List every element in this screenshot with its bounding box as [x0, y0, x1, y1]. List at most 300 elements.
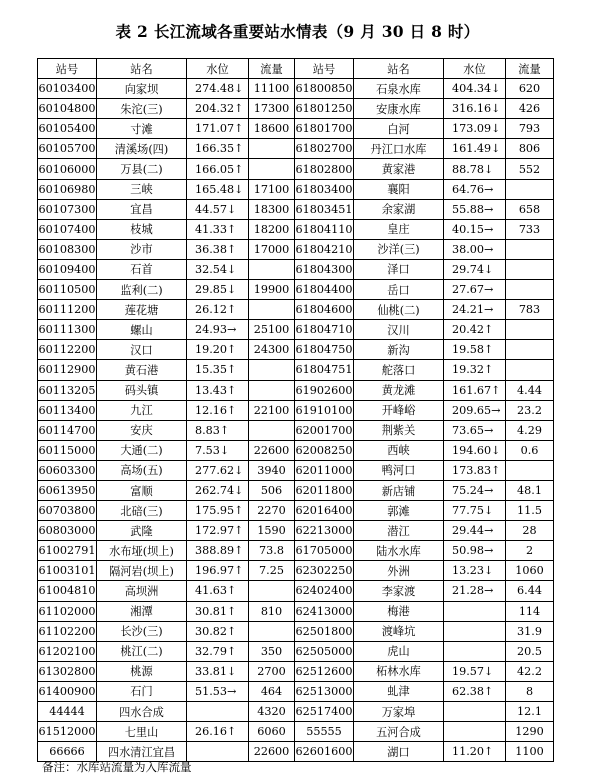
table-row	[38, 179, 554, 199]
header-row	[38, 59, 554, 79]
station-name-cell: 李家渡	[354, 581, 444, 601]
station-name-cell: 宜昌	[97, 199, 187, 219]
flow-cell: 658	[506, 199, 554, 219]
station-id-cell: 60113205	[38, 380, 97, 400]
station-name-cell: 莲花塘	[97, 300, 187, 320]
water-level-cell: 15.35↑	[187, 360, 249, 380]
station-name-cell: 沙市	[97, 239, 187, 259]
station-id-cell: 60106980	[38, 179, 97, 199]
flow-cell	[249, 621, 295, 641]
table-row	[38, 420, 554, 440]
station-name-cell: 安庆	[97, 420, 187, 440]
water-level-cell: 38.00→	[444, 239, 506, 259]
flow-cell: 1290	[506, 722, 554, 742]
flow-cell: 19900	[249, 280, 295, 300]
flow-cell: 620	[506, 79, 554, 99]
station-name-cell: 梅港	[354, 601, 444, 621]
water-level-cell: 24.93→	[187, 320, 249, 340]
flow-cell	[506, 460, 554, 480]
station-id-cell: 61804710	[295, 320, 354, 340]
station-id-cell: 62008250	[295, 440, 354, 460]
flow-cell: 7.25	[249, 561, 295, 581]
station-name-cell: 西峡	[354, 440, 444, 460]
station-id-cell: 60703800	[38, 501, 97, 521]
flow-cell: 31.9	[506, 621, 554, 641]
station-id-cell: 61202100	[38, 641, 97, 661]
flow-cell: 810	[249, 601, 295, 621]
station-id-cell: 61102200	[38, 621, 97, 641]
water-level-cell: 166.35↑	[187, 139, 249, 159]
station-id-cell: 60113400	[38, 400, 97, 420]
water-level-cell: 77.75↓	[444, 501, 506, 521]
station-name-cell: 汉川	[354, 320, 444, 340]
table-row	[38, 501, 554, 521]
station-name-cell: 五河合成	[354, 722, 444, 742]
station-id-cell: 60115000	[38, 440, 97, 460]
station-id-cell: 60603300	[38, 460, 97, 480]
flow-cell: 22600	[249, 440, 295, 460]
station-name-cell: 襄阳	[354, 179, 444, 199]
flow-cell: 350	[249, 641, 295, 661]
water-level-cell: 19.20↑	[187, 340, 249, 360]
station-id-cell: 60107300	[38, 199, 97, 219]
station-id-cell: 62302250	[295, 561, 354, 581]
water-level-cell: 26.16↑	[187, 722, 249, 742]
table-row	[38, 722, 554, 742]
flow-cell: 1100	[506, 742, 554, 762]
station-id-cell: 61804300	[295, 259, 354, 279]
station-name-cell: 荆紫关	[354, 420, 444, 440]
station-id-cell: 61804400	[295, 280, 354, 300]
water-level-cell: 41.63↑	[187, 581, 249, 601]
water-level-cell: 209.65→	[444, 400, 506, 420]
station-id-cell: 61804210	[295, 239, 354, 259]
header-station-id: 站号	[295, 59, 354, 79]
flow-cell: 464	[249, 681, 295, 701]
table-row	[38, 480, 554, 500]
table-row	[38, 621, 554, 641]
flow-cell: 73.8	[249, 541, 295, 561]
water-level-cell: 388.89↑	[187, 541, 249, 561]
station-name-cell: 柘林水库	[354, 661, 444, 681]
table-row	[38, 219, 554, 239]
station-name-cell: 四水合成	[97, 702, 187, 722]
station-name-cell: 黄家港	[354, 159, 444, 179]
flow-cell: 48.1	[506, 480, 554, 500]
flow-cell: 28	[506, 521, 554, 541]
flow-cell: 2	[506, 541, 554, 561]
station-name-cell: 新沟	[354, 340, 444, 360]
station-id-cell: 60110500	[38, 280, 97, 300]
station-name-cell: 陆水水库	[354, 541, 444, 561]
station-name-cell: 皇庄	[354, 219, 444, 239]
water-level-cell: 19.58↑	[444, 340, 506, 360]
station-id-cell: 66666	[38, 742, 97, 762]
station-id-cell: 61801250	[295, 99, 354, 119]
station-name-cell: 鸭河口	[354, 460, 444, 480]
water-level-cell	[444, 702, 506, 722]
station-name-cell: 湖口	[354, 742, 444, 762]
table-row	[38, 360, 554, 380]
water-level-cell: 51.53→	[187, 681, 249, 701]
station-name-cell: 长沙(三)	[97, 621, 187, 641]
table-row	[38, 79, 554, 99]
station-id-cell: 61801700	[295, 119, 354, 139]
station-name-cell: 湘潭	[97, 601, 187, 621]
station-name-cell: 安康水库	[354, 99, 444, 119]
header-station-name: 站名	[97, 59, 187, 79]
station-id-cell: 61803400	[295, 179, 354, 199]
station-id-cell: 60111300	[38, 320, 97, 340]
station-name-cell: 白河	[354, 119, 444, 139]
water-level-cell: 33.81↓	[187, 661, 249, 681]
station-name-cell: 七里山	[97, 722, 187, 742]
flow-cell	[249, 159, 295, 179]
station-id-cell: 60107400	[38, 219, 97, 239]
flow-cell	[249, 139, 295, 159]
water-level-cell	[444, 621, 506, 641]
station-name-cell: 石门	[97, 681, 187, 701]
water-level-cell: 171.07↑	[187, 119, 249, 139]
station-name-cell: 潜江	[354, 521, 444, 541]
flow-cell: 8	[506, 681, 554, 701]
table-row	[38, 400, 554, 420]
water-level-cell: 12.16↑	[187, 400, 249, 420]
water-level-cell: 62.38↑	[444, 681, 506, 701]
water-level-cell: 64.76→	[444, 179, 506, 199]
flow-cell: 806	[506, 139, 554, 159]
flow-cell: 42.2	[506, 661, 554, 681]
flow-cell: 18300	[249, 199, 295, 219]
flow-cell: 1590	[249, 521, 295, 541]
table-row	[38, 521, 554, 541]
flow-cell	[506, 320, 554, 340]
station-name-cell: 武隆	[97, 521, 187, 541]
station-id-cell: 61302800	[38, 661, 97, 681]
station-name-cell: 朱沱(三)	[97, 99, 187, 119]
table-row	[38, 119, 554, 139]
water-level-cell: 30.82↑	[187, 621, 249, 641]
flow-cell: 18200	[249, 219, 295, 239]
water-level-cell	[444, 722, 506, 742]
water-level-cell: 29.44→	[444, 521, 506, 541]
station-name-cell: 仙桃(二)	[354, 300, 444, 320]
header-flow: 流量	[249, 59, 295, 79]
station-id-cell: 62213000	[295, 521, 354, 541]
water-level-cell: 13.43↑	[187, 380, 249, 400]
flow-cell: 1060	[506, 561, 554, 581]
water-level-cell: 165.48↓	[187, 179, 249, 199]
table-row	[38, 661, 554, 681]
station-name-cell: 码头镇	[97, 380, 187, 400]
table-body	[38, 79, 554, 762]
table-row	[38, 280, 554, 300]
station-id-cell: 60112200	[38, 340, 97, 360]
station-name-cell: 万家埠	[354, 702, 444, 722]
station-name-cell: 螺山	[97, 320, 187, 340]
flow-cell: 17300	[249, 99, 295, 119]
water-level-cell: 204.32↑	[187, 99, 249, 119]
station-name-cell: 枝城	[97, 219, 187, 239]
water-level-cell: 21.28→	[444, 581, 506, 601]
flow-cell: 733	[506, 219, 554, 239]
water-level-cell: 32.54↓	[187, 259, 249, 279]
station-id-cell: 61512000	[38, 722, 97, 742]
station-name-cell: 丹江口水库	[354, 139, 444, 159]
water-level-cell: 24.21→	[444, 300, 506, 320]
water-level-cell: 8.83↑	[187, 420, 249, 440]
header-station-id: 站号	[38, 59, 97, 79]
station-id-cell: 61705000	[295, 541, 354, 561]
water-level-cell: 27.67→	[444, 280, 506, 300]
water-level-cell: 50.98→	[444, 541, 506, 561]
header-flow: 流量	[506, 59, 554, 79]
station-id-cell: 62517400	[295, 702, 354, 722]
water-level-cell: 30.81↑	[187, 601, 249, 621]
station-id-cell: 62011000	[295, 460, 354, 480]
station-id-cell: 61004810	[38, 581, 97, 601]
station-name-cell: 万县(二)	[97, 159, 187, 179]
station-id-cell: 44444	[38, 702, 97, 722]
water-level-cell: 173.83↑	[444, 460, 506, 480]
flow-cell: 506	[249, 480, 295, 500]
station-id-cell: 61902600	[295, 380, 354, 400]
flow-cell: 20.5	[506, 641, 554, 661]
station-id-cell: 55555	[295, 722, 354, 742]
station-id-cell: 61003101	[38, 561, 97, 581]
flow-cell	[506, 259, 554, 279]
water-level-cell: 166.05↑	[187, 159, 249, 179]
station-id-cell: 61802800	[295, 159, 354, 179]
table-row	[38, 641, 554, 661]
table-row	[38, 139, 554, 159]
station-name-cell: 郭滩	[354, 501, 444, 521]
station-id-cell: 60114700	[38, 420, 97, 440]
flow-cell: 4.29	[506, 420, 554, 440]
station-id-cell: 60105700	[38, 139, 97, 159]
flow-cell: 11100	[249, 79, 295, 99]
station-name-cell: 泽口	[354, 259, 444, 279]
table-title: 表 2 长江流域各重要站水情表（9 月 30 日 8 时）	[115, 22, 480, 41]
flow-cell: 793	[506, 119, 554, 139]
flow-cell	[506, 239, 554, 259]
header-station-name: 站名	[354, 59, 444, 79]
water-level-cell: 44.57↓	[187, 199, 249, 219]
flow-cell: 17000	[249, 239, 295, 259]
water-level-cell: 20.42↑	[444, 320, 506, 340]
station-name-cell: 石首	[97, 259, 187, 279]
station-id-cell: 61002791	[38, 541, 97, 561]
station-name-cell: 隔河岩(坝上)	[97, 561, 187, 581]
flow-cell: 552	[506, 159, 554, 179]
table-row	[38, 239, 554, 259]
flow-cell: 17100	[249, 179, 295, 199]
water-level-cell: 161.67↑	[444, 380, 506, 400]
water-level-cell: 55.88→	[444, 199, 506, 219]
flow-cell	[249, 259, 295, 279]
station-id-cell: 61102000	[38, 601, 97, 621]
station-name-cell: 汉口	[97, 340, 187, 360]
station-id-cell: 62016400	[295, 501, 354, 521]
flow-cell	[249, 420, 295, 440]
station-name-cell: 富顺	[97, 480, 187, 500]
station-id-cell: 62501800	[295, 621, 354, 641]
water-level-cell: 32.79↑	[187, 641, 249, 661]
station-name-cell: 桃江(二)	[97, 641, 187, 661]
station-id-cell: 60106000	[38, 159, 97, 179]
water-level-cell: 11.20↑	[444, 742, 506, 762]
station-name-cell: 开峰峪	[354, 400, 444, 420]
flow-cell: 3940	[249, 460, 295, 480]
flow-cell	[249, 380, 295, 400]
station-id-cell: 62001700	[295, 420, 354, 440]
station-id-cell: 60104800	[38, 99, 97, 119]
table-row	[38, 199, 554, 219]
flow-cell: 4.44	[506, 380, 554, 400]
table-row	[38, 681, 554, 701]
station-name-cell: 大通(二)	[97, 440, 187, 460]
flow-cell: 22600	[249, 742, 295, 762]
station-name-cell: 桃源	[97, 661, 187, 681]
station-id-cell: 60613950	[38, 480, 97, 500]
water-level-cell: 7.53↓	[187, 440, 249, 460]
flow-cell: 11.5	[506, 501, 554, 521]
flow-cell: 18600	[249, 119, 295, 139]
water-level-cell: 13.23↓	[444, 561, 506, 581]
table-row	[38, 99, 554, 119]
station-name-cell: 岳口	[354, 280, 444, 300]
water-level-cell	[187, 702, 249, 722]
water-level-cell: 173.09↓	[444, 119, 506, 139]
station-name-cell: 余家湖	[354, 199, 444, 219]
station-name-cell: 三峡	[97, 179, 187, 199]
station-name-cell: 四水清江宜昌	[97, 742, 187, 762]
flow-cell: 4320	[249, 702, 295, 722]
table-row	[38, 702, 554, 722]
flow-cell: 426	[506, 99, 554, 119]
header-water-level: 水位	[187, 59, 249, 79]
water-level-cell: 36.38↑	[187, 239, 249, 259]
station-id-cell: 60803000	[38, 521, 97, 541]
station-id-cell: 62011800	[295, 480, 354, 500]
flow-cell: 6.44	[506, 581, 554, 601]
table-row	[38, 380, 554, 400]
table-row	[38, 561, 554, 581]
station-name-cell: 舵落口	[354, 360, 444, 380]
water-level-cell: 161.49↓	[444, 139, 506, 159]
header-water-level: 水位	[444, 59, 506, 79]
water-level-cell: 175.95↑	[187, 501, 249, 521]
flow-cell: 783	[506, 300, 554, 320]
station-name-cell: 黄龙滩	[354, 380, 444, 400]
water-level-cell: 40.15→	[444, 219, 506, 239]
table-row	[38, 601, 554, 621]
station-id-cell: 61802700	[295, 139, 354, 159]
station-id-cell: 61804751	[295, 360, 354, 380]
water-level-cell: 19.32↑	[444, 360, 506, 380]
station-id-cell: 61804600	[295, 300, 354, 320]
flow-cell: 23.2	[506, 400, 554, 420]
station-id-cell: 60105400	[38, 119, 97, 139]
flow-cell: 6060	[249, 722, 295, 742]
station-id-cell: 61400900	[38, 681, 97, 701]
table-row	[38, 581, 554, 601]
station-id-cell: 60112900	[38, 360, 97, 380]
water-level-cell: 274.48↓	[187, 79, 249, 99]
water-level-cell: 29.74↓	[444, 259, 506, 279]
flow-cell	[506, 280, 554, 300]
water-level-cell: 73.65→	[444, 420, 506, 440]
station-name-cell: 虎山	[354, 641, 444, 661]
station-id-cell: 60111200	[38, 300, 97, 320]
flow-cell	[249, 300, 295, 320]
station-id-cell: 60108300	[38, 239, 97, 259]
table-row	[38, 541, 554, 561]
flow-cell: 12.1	[506, 702, 554, 722]
station-id-cell: 62505000	[295, 641, 354, 661]
station-name-cell: 渡峰坑	[354, 621, 444, 641]
station-name-cell: 高坝洲	[97, 581, 187, 601]
station-id-cell: 61800850	[295, 79, 354, 99]
station-id-cell: 62402400	[295, 581, 354, 601]
water-level-cell: 196.97↑	[187, 561, 249, 581]
water-regime-table	[37, 58, 554, 762]
footnote: 备注：水库站流量为入库流量	[42, 760, 192, 774]
water-level-cell: 19.57↓	[444, 661, 506, 681]
station-name-cell: 高场(五)	[97, 460, 187, 480]
station-name-cell: 清溪场(四)	[97, 139, 187, 159]
water-level-cell: 316.16↓	[444, 99, 506, 119]
water-level-cell: 262.74↓	[187, 480, 249, 500]
table-row	[38, 340, 554, 360]
water-level-cell: 277.62↓	[187, 460, 249, 480]
flow-cell	[506, 179, 554, 199]
table-row	[38, 320, 554, 340]
station-id-cell: 61910100	[295, 400, 354, 420]
station-id-cell: 61804110	[295, 219, 354, 239]
water-level-cell	[444, 601, 506, 621]
flow-cell	[249, 581, 295, 601]
station-id-cell: 60109400	[38, 259, 97, 279]
station-name-cell: 监利(二)	[97, 280, 187, 300]
water-level-cell: 41.33↑	[187, 219, 249, 239]
table-row	[38, 460, 554, 480]
flow-cell: 24300	[249, 340, 295, 360]
station-id-cell: 62512600	[295, 661, 354, 681]
station-name-cell: 北碚(三)	[97, 501, 187, 521]
flow-cell: 0.6	[506, 440, 554, 460]
table-row	[38, 300, 554, 320]
flow-cell: 2270	[249, 501, 295, 521]
flow-cell	[506, 340, 554, 360]
station-name-cell: 水布垭(坝上)	[97, 541, 187, 561]
station-id-cell: 60103400	[38, 79, 97, 99]
station-id-cell: 61804750	[295, 340, 354, 360]
station-id-cell: 62601600	[295, 742, 354, 762]
station-name-cell: 黄石港	[97, 360, 187, 380]
water-level-cell: 404.34↓	[444, 79, 506, 99]
water-level-cell: 29.85↓	[187, 280, 249, 300]
station-name-cell: 石泉水库	[354, 79, 444, 99]
station-name-cell: 向家坝	[97, 79, 187, 99]
water-level-cell: 172.97↑	[187, 521, 249, 541]
flow-cell: 114	[506, 601, 554, 621]
station-id-cell: 62413000	[295, 601, 354, 621]
water-level-cell	[187, 742, 249, 762]
station-name-cell: 寸滩	[97, 119, 187, 139]
station-id-cell: 62513000	[295, 681, 354, 701]
flow-cell	[249, 360, 295, 380]
